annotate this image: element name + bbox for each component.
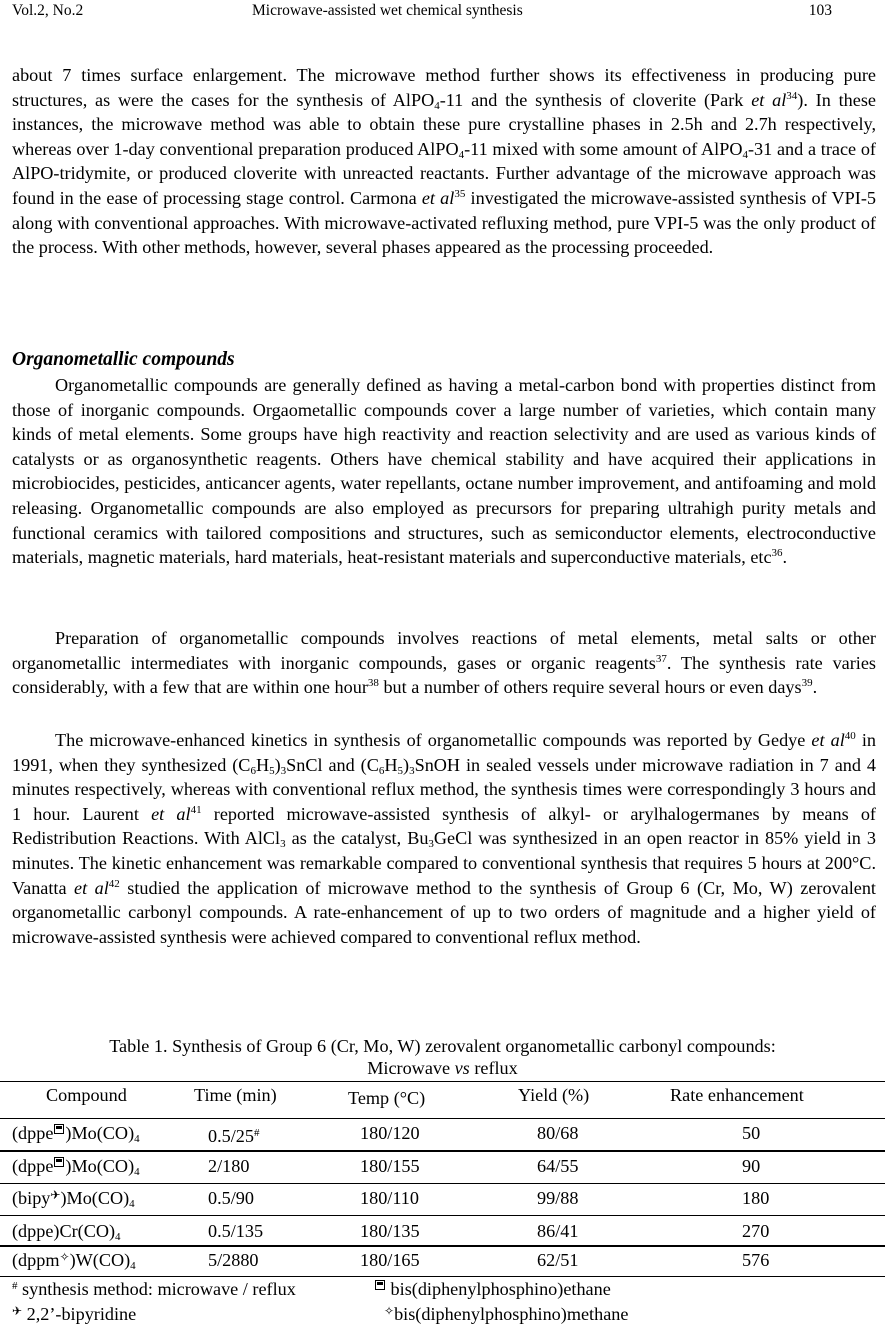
- header-rate: Rate enhancement: [670, 1085, 804, 1105]
- cell-temp: 180/155: [360, 1156, 420, 1176]
- section-heading: Organometallic compounds: [12, 349, 235, 370]
- sparkle-star-icon: ✧: [59, 1250, 70, 1264]
- cell-yield: 62/51: [537, 1250, 579, 1270]
- cell-rate: 270: [742, 1221, 770, 1241]
- running-title: Microwave-assisted wet chemical synthesis: [252, 2, 523, 19]
- sparkle-star-icon: ✧: [384, 1304, 395, 1318]
- cell-temp: 180/120: [360, 1123, 420, 1143]
- cell-compound: (dppe )$Mo(CO)_4$: [12, 1156, 140, 1178]
- cell-temp: 180/135: [360, 1221, 420, 1241]
- cell-temp: 180/110: [360, 1188, 419, 1208]
- cell-compound: $(dppm^✧)W(CO)_4$: [12, 1250, 136, 1272]
- page-number: 103: [808, 2, 832, 19]
- table-caption-line-2: Microwave vs reflux: [367, 1058, 518, 1078]
- cell-time: 5/2880: [208, 1250, 259, 1270]
- journal-volume: Vol.2, No.2: [12, 2, 84, 19]
- header-compound: Compound: [46, 1085, 127, 1105]
- footnote-dppe: bis(diphenylphosphino)ethane: [374, 1277, 611, 1301]
- table-row: [0, 1216, 885, 1247]
- paragraph-4: The microwave-enhanced kinetics in synthesis of organometallic compounds was reported by Gedye et $al^{40}$ in 1991, when they synthesized $(C_6H_5)_3SnCl$ and $(C_6H_5)_3SnOH$ in sealed vessels under microwave radiation in 7 and 4 minutes respectively, whereas with conventional reflux method, the synthesis times were correspondingly 3 hours and 1 hour. Laurent et $al^{41}$ reported microwave-assisted synthesis of alkyl- or arylhalogermanes by means of Redistribution Reactions. With AlCl$_3$ as the catalyst, $Bu_3GeCl$ was synthesized in an open reactor in 85% yield in 3 minutes. The kinetic enhancement was remarkable compared to conventional synthesis that requires 5 hours at 200°C. Vanatta et $al^{42}$ studied the application of microwave method to the synthesis of Group 6 (Cr, Mo, W) zerovalent organometallic carbonyl compounds. A rate-enhancement of up to two orders of magnitude and a higher yield of microwave-assisted synthesis were achieved compared to conventional reflux method.: [12, 730, 877, 947]
- cell-rate: 576: [742, 1250, 770, 1270]
- airplane-icon: ✈: [12, 1304, 23, 1318]
- cell-time: 2/180: [208, 1156, 250, 1176]
- cell-rate: 180: [742, 1188, 770, 1208]
- cell-temp: 180/165: [360, 1250, 420, 1270]
- header-time: Time (min): [194, 1085, 277, 1105]
- footnote-dppm: ✧bis(diphenylphosphino)methane: [384, 1304, 629, 1324]
- cell-yield: 80/68: [537, 1123, 579, 1143]
- cell-yield: 99/88: [537, 1188, 579, 1208]
- table-row: [0, 1119, 885, 1150]
- airplane-icon: ✈: [50, 1188, 61, 1202]
- cell-time: 0.5/90: [208, 1188, 254, 1208]
- cell-time: 0.5/25#: [208, 1126, 260, 1146]
- header-yield: Yield (%): [518, 1085, 590, 1105]
- cell-time: 0.5/135: [208, 1221, 264, 1241]
- paragraph-2: Organometallic compounds are generally defined as having a metal-carbon bond with properties distinct from those of inorganic compounds. Orgaometallic compounds cover a large number of varieties, which contain many kinds of metal elements. Some groups have high reactivity and reaction selectivity and are used as various kinds of catalysts or as organosynthetic reagents. Others have chemical stability and have acquired their applications in microbiocides, pesticides, anticancer agents, water repellants, octane number improvement, and antifoaming and mold releasing. Organometallic compounds are also employed as precursors for preparing ultrahigh purity metals and functional ceramics with tailored compositions and structures, such as semiconductor elements, electroconductive materials, magnetic materials, hard materials, heat-resistant materials and superconductive materials, etc$^{36}$.: [12, 375, 876, 568]
- table-caption-line-1: Table 1. Synthesis of Group 6 (Cr, Mo, W) zerovalent organometallic carbonyl compounds:: [109, 1036, 776, 1056]
- cell-rate: 90: [742, 1156, 761, 1176]
- cell-compound: $(bipy^✈)Mo(CO)_4$: [12, 1188, 135, 1210]
- table-row: [0, 1247, 885, 1277]
- running-head: [12, 0, 832, 22]
- cell-compound: $(dppe)Cr(CO)_4$: [12, 1221, 121, 1243]
- cell-rate: 50: [742, 1123, 761, 1143]
- table-caption: [0, 1035, 885, 1079]
- table-header-row: [0, 1081, 885, 1117]
- cell-yield: 86/41: [537, 1221, 579, 1241]
- footnote-hash: # synthesis method: microwave / reflux: [12, 1279, 296, 1299]
- cell-yield: 64/55: [537, 1156, 579, 1176]
- header-temp: Temp (°C): [348, 1088, 426, 1108]
- boxed-square-icon: [375, 1280, 385, 1290]
- table-row: [0, 1184, 885, 1215]
- boxed-square-icon: [54, 1124, 64, 1134]
- paragraph-3: Preparation of organometallic compounds involves reactions of metal elements, metal salts or other organometallic intermediates with inorganic compounds, gases or organic reagents$^{37}$. The synthesis rate varies considerably, with a few that are within one hour$^{38}$ but a number of others require several hours or even days$^{39}$.: [12, 628, 876, 698]
- boxed-square-icon: [54, 1157, 64, 1167]
- paragraph-1: about 7 times surface enlargement. The microwave method further shows its effectiveness in producing pure structures, as were the cases for the synthesis of AlPO$_4$-11 and the synthesis of cloverite (Park et $al^{34}$). In these instances, the microwave method was able to obtain these pure crystalline phases in 2.5h and 2.7h respectively, whereas over 1-day conventional preparation produced AlPO$_4$-11 mixed with some amount of AlPO$_4$-31 and a trace of AlPO-tridymite, or produced cloverite with unreacted reactants. Further advantage of the microwave approach was found in the ease of processing stage control. Carmona et $al^{35}$ investigated the microwave-assisted synthesis of VPI-5 along with conventional approaches. With microwave-activated refluxing method, pure VPI-5 was the only product of the process. With other methods, however, several phases appeared as the processing proceeded.: [12, 65, 876, 258]
- footnote-bipy: ✈ 2,2’-bipyridine: [12, 1304, 137, 1324]
- table-row: [0, 1152, 885, 1183]
- cell-compound: (dppe )$Mo(CO)_4$: [12, 1123, 140, 1145]
